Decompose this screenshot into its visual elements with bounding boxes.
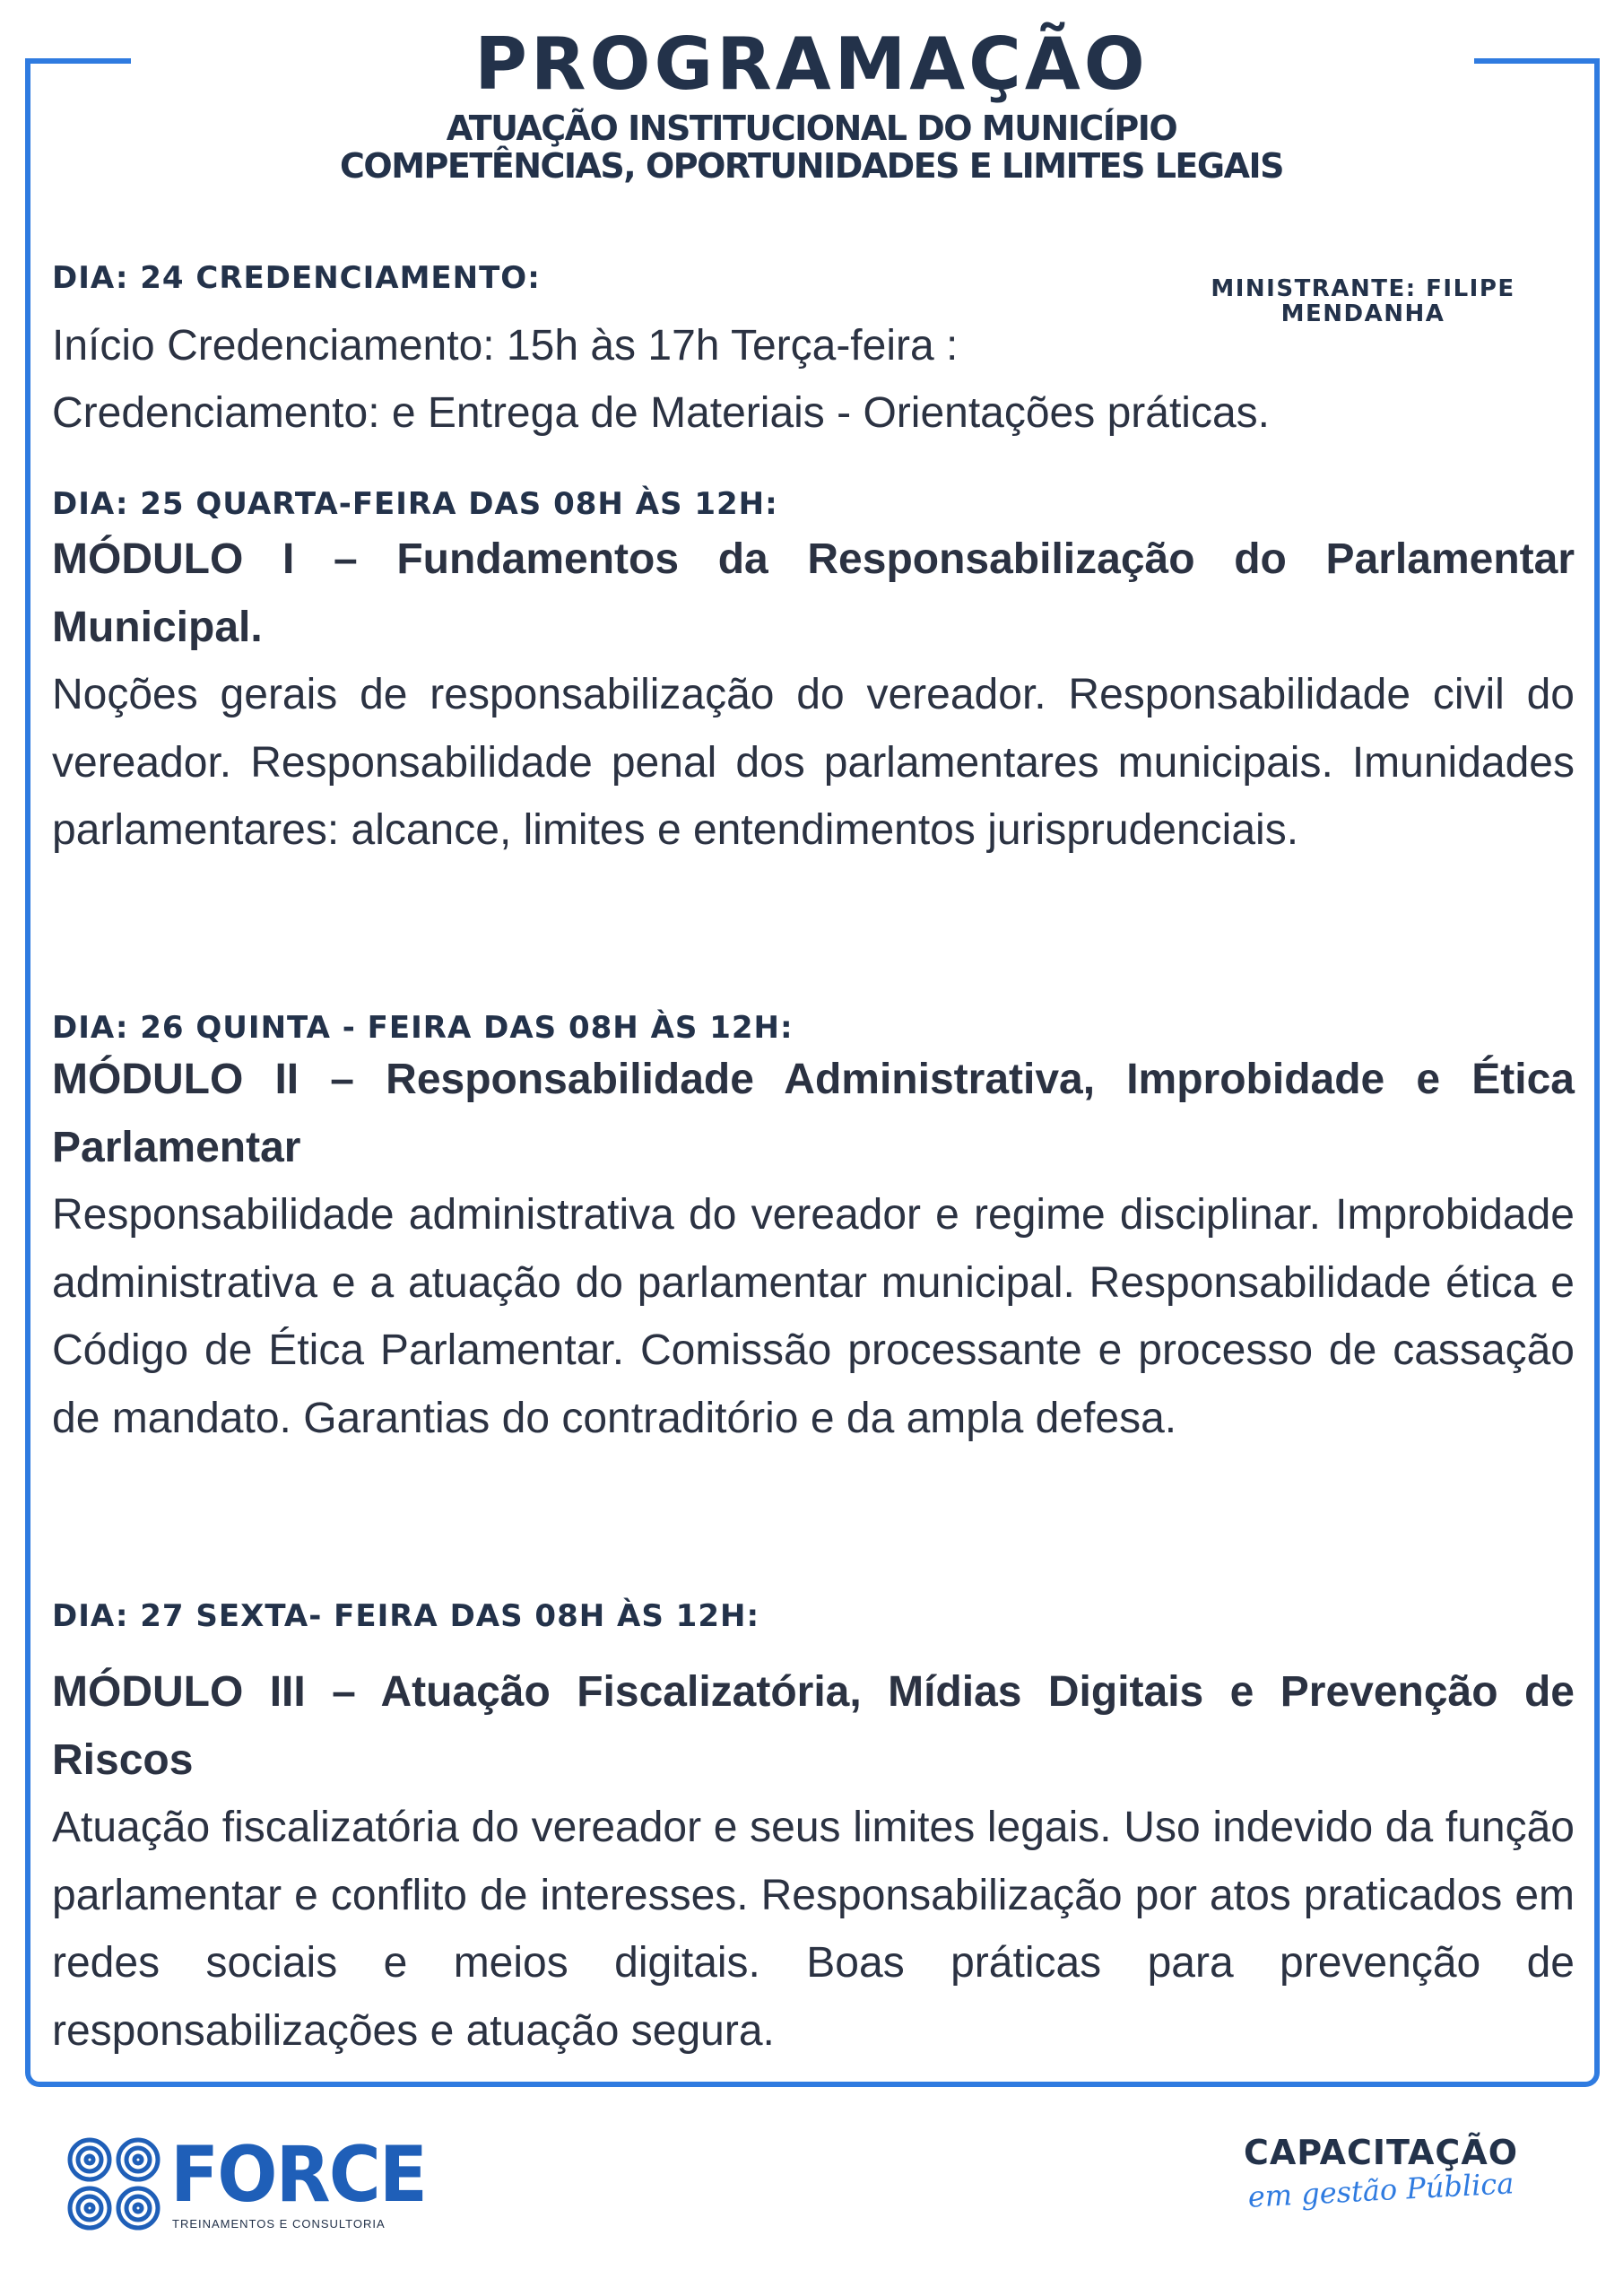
page-title: PROGRAMAÇÃO [474,22,1149,106]
spiral-icon [65,2135,163,2233]
minister-line-1: MINISTRANTE: FILIPE [1211,275,1515,302]
capacitacao-title: CAPACITAÇÃO [1243,2133,1519,2172]
day27-module-title: MÓDULO III – Atuação Fiscalizatória, Mídias Digitais e Prevenção de Riscos [52,1668,1575,1784]
capacitacao-script: em gestão Pública [1246,2166,1515,2214]
day27-body: Atuação fiscalizatória do vereador e seus limites legais. Uso indevido da função parlamentar e conflito de interesses. Responsabilização por atos praticados em redes sociais e meios digitais. Boas práticas para prevenção de responsabilizações e atuação segura. [52,1804,1575,2055]
subtitle-line-1: ATUAÇÃO INSTITUCIONAL DO MUNICÍPIO [446,109,1177,148]
day26-heading: DIA: 26 QUINTA - FEIRA DAS 08H ÀS 12H: [52,1010,794,1046]
day26-body: Responsabilidade administrativa do vereador e regime disciplinar. Improbidade administrativa e a atuação do parlamentar municipal. Responsabilidade ética e Código de Ética Parlamentar. Comissão processante e processo de cassação de mandato. Garantias do contraditório e da ampla defesa. [52,1191,1575,1442]
force-logo [65,2130,427,2233]
minister-line-2: MENDANHA [1280,300,1445,327]
day26-module-title: MÓDULO II – Responsabilidade Administrativa, Improbidade e Ética Parlamentar [52,1056,1575,1171]
day27-heading: DIA: 27 SEXTA- FEIRA DAS 08H ÀS 12H: [52,1598,760,1634]
day24-line-1: Início Credenciamento: 15h às 17h Terça-feira : [52,322,959,370]
logo-name: FORCE [170,2130,427,2220]
day25-body: Noções gerais de responsabilização do vereador. Responsabilidade civil do vereador. Responsabilidade penal dos parlamentares municipais. Imunidades parlamentares: alcance, limites e entendimentos jurisprudenciais. [52,671,1575,854]
day24-heading: DIA: 24 CREDENCIAMENTO: [52,260,541,296]
day25-heading: DIA: 25 QUARTA-FEIRA DAS 08H ÀS 12H: [52,486,778,522]
day25-module-title: MÓDULO I – Fundamentos da Responsabilização do Parlamentar Municipal. [52,535,1575,651]
capacitacao-badge [1237,2133,1524,2214]
day24-line-2: Credenciamento: e Entrega de Materiais - Orientações práticas. [52,389,1270,437]
logo-tagline: TREINAMENTOS E CONSULTORIA [172,2217,386,2231]
subtitle-line-2: COMPETÊNCIAS, OPORTUNIDADES E LIMITES LEGAIS [340,146,1283,186]
